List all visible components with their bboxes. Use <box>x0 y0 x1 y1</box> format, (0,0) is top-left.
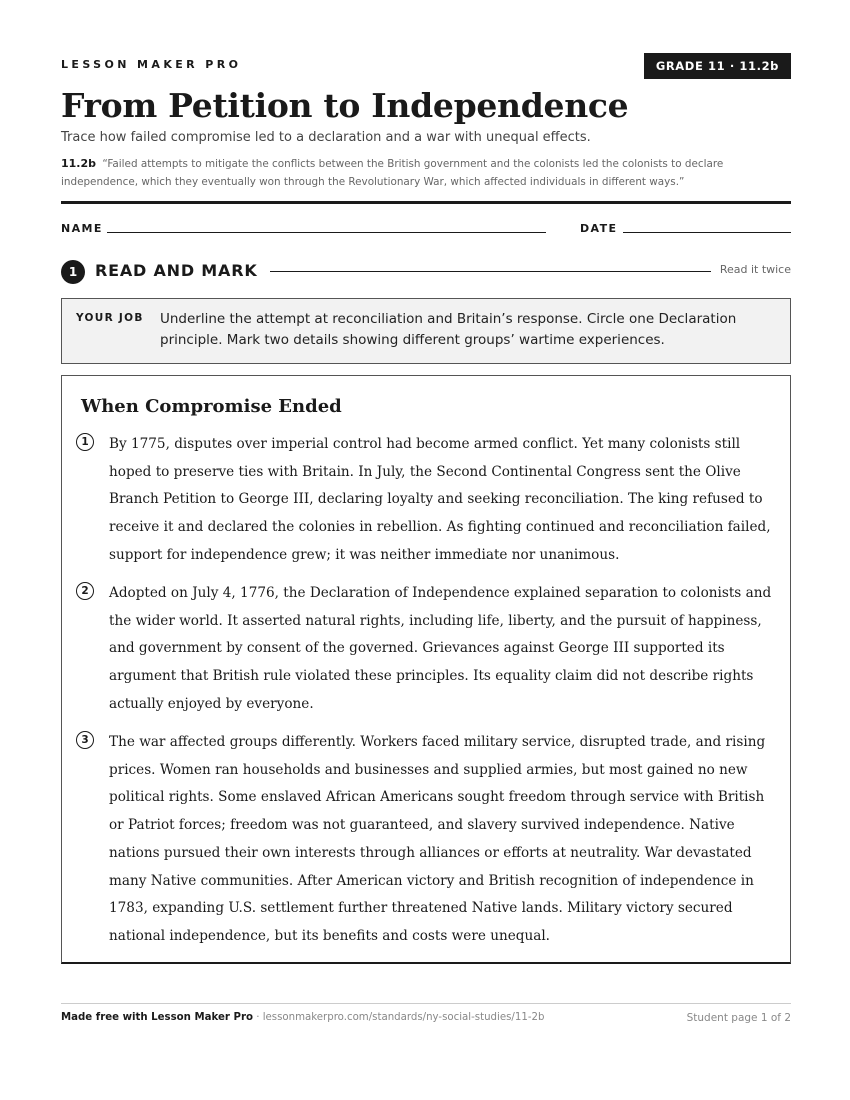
reading-title: When Compromise Ended <box>81 396 342 417</box>
footer-separator: · <box>252 1012 263 1023</box>
brand-name: LESSON MAKER PRO <box>61 58 242 71</box>
header-divider <box>61 201 791 204</box>
standard-text: “Failed attempts to mitigate the conflicts between the British government and the colonists led the colonists to declare independence, which they eventually won through the Revolutionary War, which affected individuals in different ways.” <box>61 158 724 188</box>
date-field[interactable] <box>623 232 791 233</box>
footer-url[interactable]: lessonmakerpro.com/standards/ny-social-studies/11-2b <box>262 1012 545 1023</box>
standard-code: 11.2b <box>61 157 97 170</box>
name-label: NAME <box>61 222 103 235</box>
standard-statement <box>61 155 791 191</box>
paragraph-text: By 1775, disputes over imperial control had become armed conflict. Yet many colonists still hoped to preserve ties with Britain. In July, the Second Continental Congress sent the Olive Branch Petition to George III, declaring loyalty and seeking reconciliation. The king refused to receive it and declared the colonies in rebellion. As fighting continued and reconciliation failed, support for independence grew; it was neither immediate nor unanimous. <box>109 436 771 563</box>
footer-made-with: Made free with Lesson Maker Pro <box>61 1012 253 1023</box>
page-title: From Petition to Independence <box>61 86 629 125</box>
footer-page-number: Student page 1 of 2 <box>686 1012 791 1024</box>
reading-passage-box <box>61 375 791 964</box>
section-rule <box>270 271 711 272</box>
paragraph-number: 1 <box>76 433 94 451</box>
section-number-badge: 1 <box>61 260 85 284</box>
your-job-instructions: Underline the attempt at reconciliation and Britain’s response. Circle one Declaration principle. Mark two details showing different groups’ wartime experiences. <box>160 311 737 348</box>
grade-badge: GRADE 11 · 11.2b <box>644 53 791 79</box>
paragraph-number: 2 <box>76 582 94 600</box>
your-job-box <box>61 298 791 364</box>
section-title: READ AND MARK <box>95 261 258 280</box>
paragraph-text: The war affected groups differently. Workers faced military service, disrupted trade, and rising prices. Women ran households and businesses and supplied armies, but most gained no new political rights. Some enslaved African Americans sought freedom through service with British or Patriot forces; freedom was not guaranteed, and slavery survived independence. Native nations pursued their own interests through alliances or efforts at neutrality. War devastated many Native communities. After American victory and British recognition of independence in 1783, expanding U.S. settlement further threatened Native lands. Military victory secured national independence, but its benefits and costs were unequal. <box>109 734 766 944</box>
paragraph-text: Adopted on July 4, 1776, the Declaration of Independence explained separation to colonists and the wider world. It asserted natural rights, including life, liberty, and the pursuit of happiness, and government by consent of the governed. Grievances against George III supported its argument that British rule violated these principles. Its equality claim did not describe rights actually enjoyed by everyone. <box>109 585 772 712</box>
paragraph-number: 3 <box>76 731 94 749</box>
section-note: Read it twice <box>719 263 791 276</box>
footer-credit <box>61 1012 544 1023</box>
name-field[interactable] <box>107 232 546 233</box>
page-subtitle: Trace how failed compromise led to a declaration and a war with unequal effects. <box>61 130 591 145</box>
date-label: DATE <box>580 222 618 235</box>
footer-divider <box>61 1003 791 1004</box>
your-job-label: YOUR JOB <box>76 312 144 324</box>
